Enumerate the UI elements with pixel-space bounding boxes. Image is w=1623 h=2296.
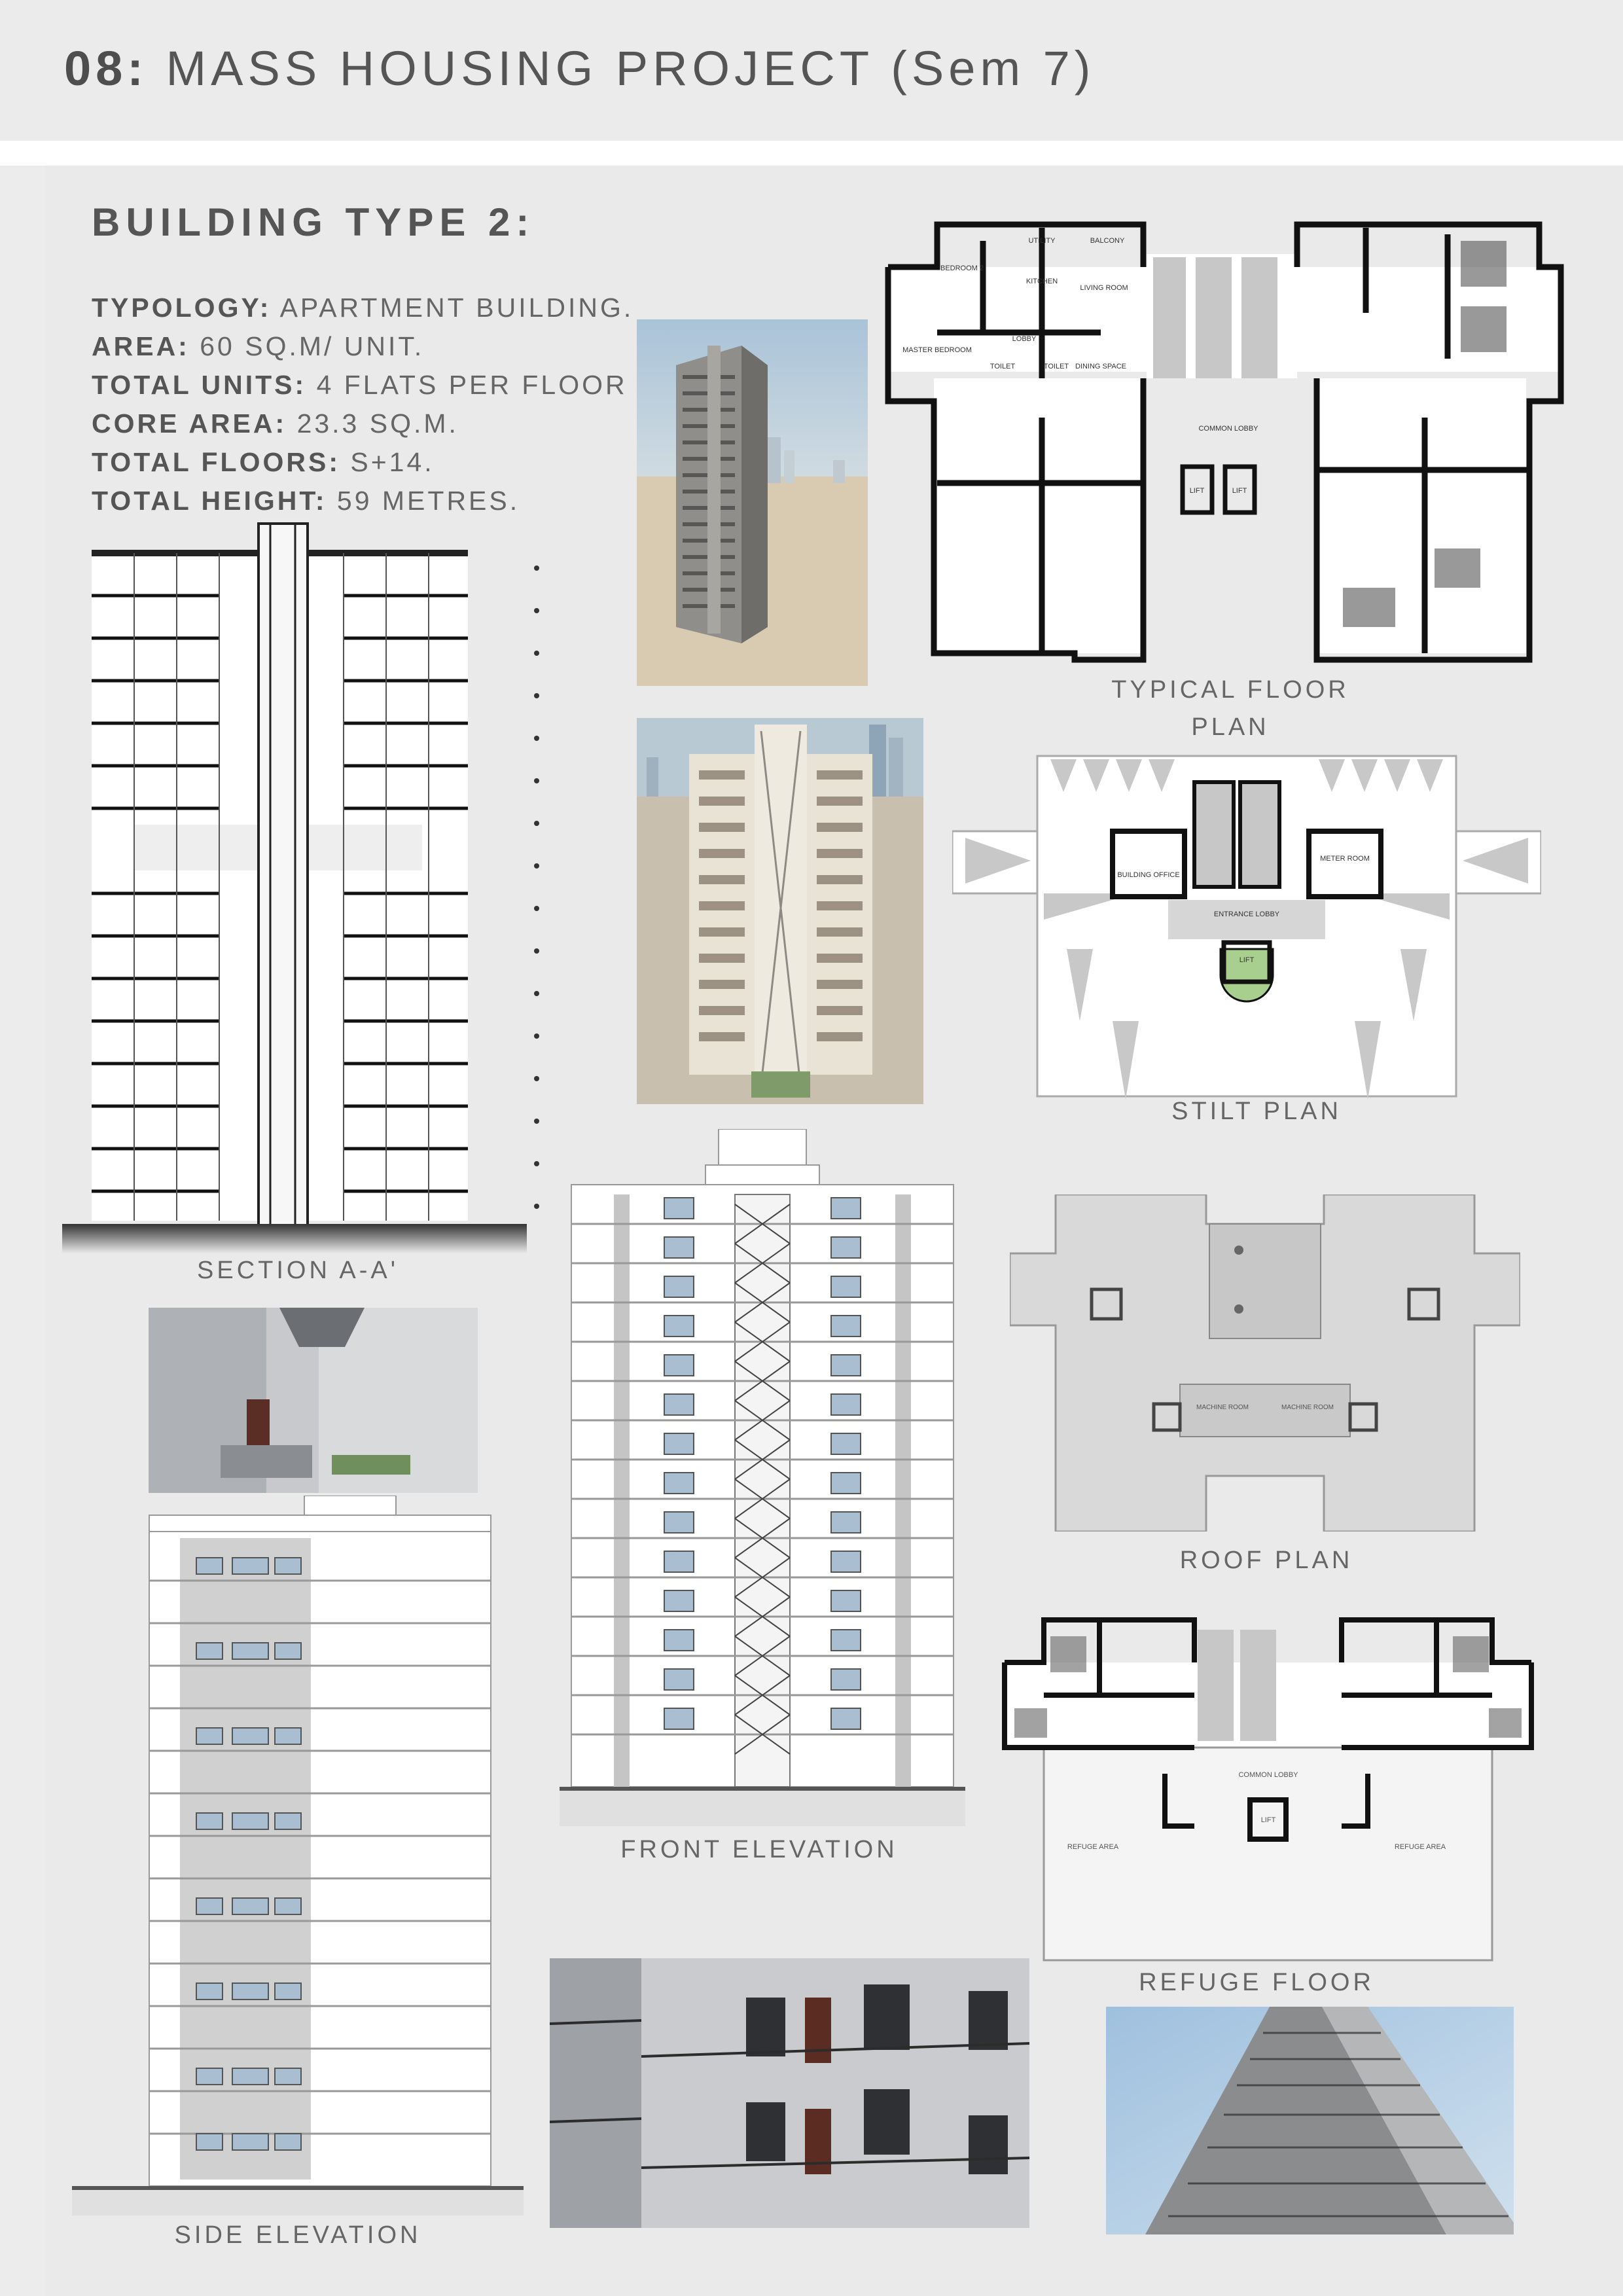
side-elevation: [72, 1496, 524, 2215]
entrance-lobby-label: ENTRANCE LOBBY: [1213, 910, 1280, 918]
spec-row-typology: TYPOLOGY: APARTMENT BUILDING.: [92, 293, 634, 323]
render-tower-core: [637, 718, 923, 1104]
utility-label: UTILITY: [1028, 237, 1056, 245]
refuge-caption: REFUGE FLOOR: [1139, 1969, 1374, 1996]
machine-room-label-1: MACHINE ROOM: [1196, 1404, 1249, 1411]
machine-room-label-2: MACHINE ROOM: [1281, 1404, 1334, 1411]
section-drawing: [62, 511, 550, 1253]
spec-list: [92, 289, 654, 520]
render-perspective: [1106, 2007, 1514, 2234]
refuge-area-label-1: REFUGE AREA: [1067, 1843, 1119, 1851]
typical-floor-plan: [885, 221, 1564, 670]
stilt-caption: STILT PLAN: [1171, 1098, 1342, 1125]
master-label: MASTER BEDROOM: [902, 346, 972, 354]
spec-row-core: CORE AREA: 23.3 SQ.M.: [92, 408, 459, 439]
spec-row-floors: TOTAL FLOORS: S+14.: [92, 447, 435, 477]
typical-floor-caption-2: PLAN: [1191, 713, 1270, 741]
stilt-lift-label: LIFT: [1239, 956, 1255, 964]
roof-plan: [1010, 1194, 1520, 1532]
spec-row-height: TOTAL HEIGHT: 59 METRES.: [92, 486, 520, 516]
lobby-label: LOBBY: [1012, 335, 1037, 343]
spec-row-area: AREA: 60 SQ.M/ UNIT.: [92, 331, 425, 361]
common-lobby-label: COMMON LOBBY: [1198, 425, 1258, 433]
title-divider: [0, 141, 1623, 166]
refuge-common-lobby-label: COMMON LOBBY: [1238, 1771, 1298, 1779]
dining-label: DINING SPACE: [1075, 363, 1127, 370]
page-title: [64, 41, 1095, 96]
toilet-label-2: TOILET: [1043, 363, 1069, 370]
building-type-heading: BUILDING TYPE 2:: [92, 200, 535, 244]
side-elevation-caption: SIDE ELEVATION: [174, 2221, 421, 2249]
refuge-lift-label: LIFT: [1260, 1816, 1276, 1824]
balcony-label: BALCONY: [1090, 237, 1125, 245]
project-number: 08:: [64, 41, 148, 96]
kitchen-label: KITCHEN: [1026, 278, 1058, 285]
toilet-label-1: TOILET: [990, 363, 1016, 370]
render-entrance: [149, 1308, 478, 1493]
section-caption: SECTION A-A': [197, 1257, 399, 1284]
title-band: [0, 0, 1623, 141]
meter-room-label: METER ROOM: [1320, 855, 1370, 863]
typical-floor-caption-1: TYPICAL FLOOR: [1111, 676, 1349, 704]
refuge-floor-plan: [1001, 1617, 1535, 1964]
building-office-label: BUILDING OFFICE: [1117, 871, 1180, 879]
front-elevation-caption: FRONT ELEVATION: [620, 1836, 898, 1863]
stilt-plan: [952, 753, 1541, 1100]
lift-label-2: LIFT: [1232, 487, 1247, 495]
refuge-area-label-2: REFUGE AREA: [1394, 1843, 1446, 1851]
spec-row-units: TOTAL UNITS: 4 FLATS PER FLOOR: [92, 370, 628, 400]
render-balconies: [550, 1958, 1029, 2228]
project-title: MASS HOUSING PROJECT (Sem 7): [166, 41, 1096, 96]
render-tower-exterior: [637, 319, 868, 686]
front-elevation: [560, 1129, 965, 1842]
living-label: LIVING ROOM: [1080, 284, 1128, 292]
roof-caption: ROOF PLAN: [1179, 1547, 1353, 1574]
lift-label-1: LIFT: [1189, 487, 1205, 495]
bedroom2-label: BEDROOM 2: [940, 264, 984, 272]
